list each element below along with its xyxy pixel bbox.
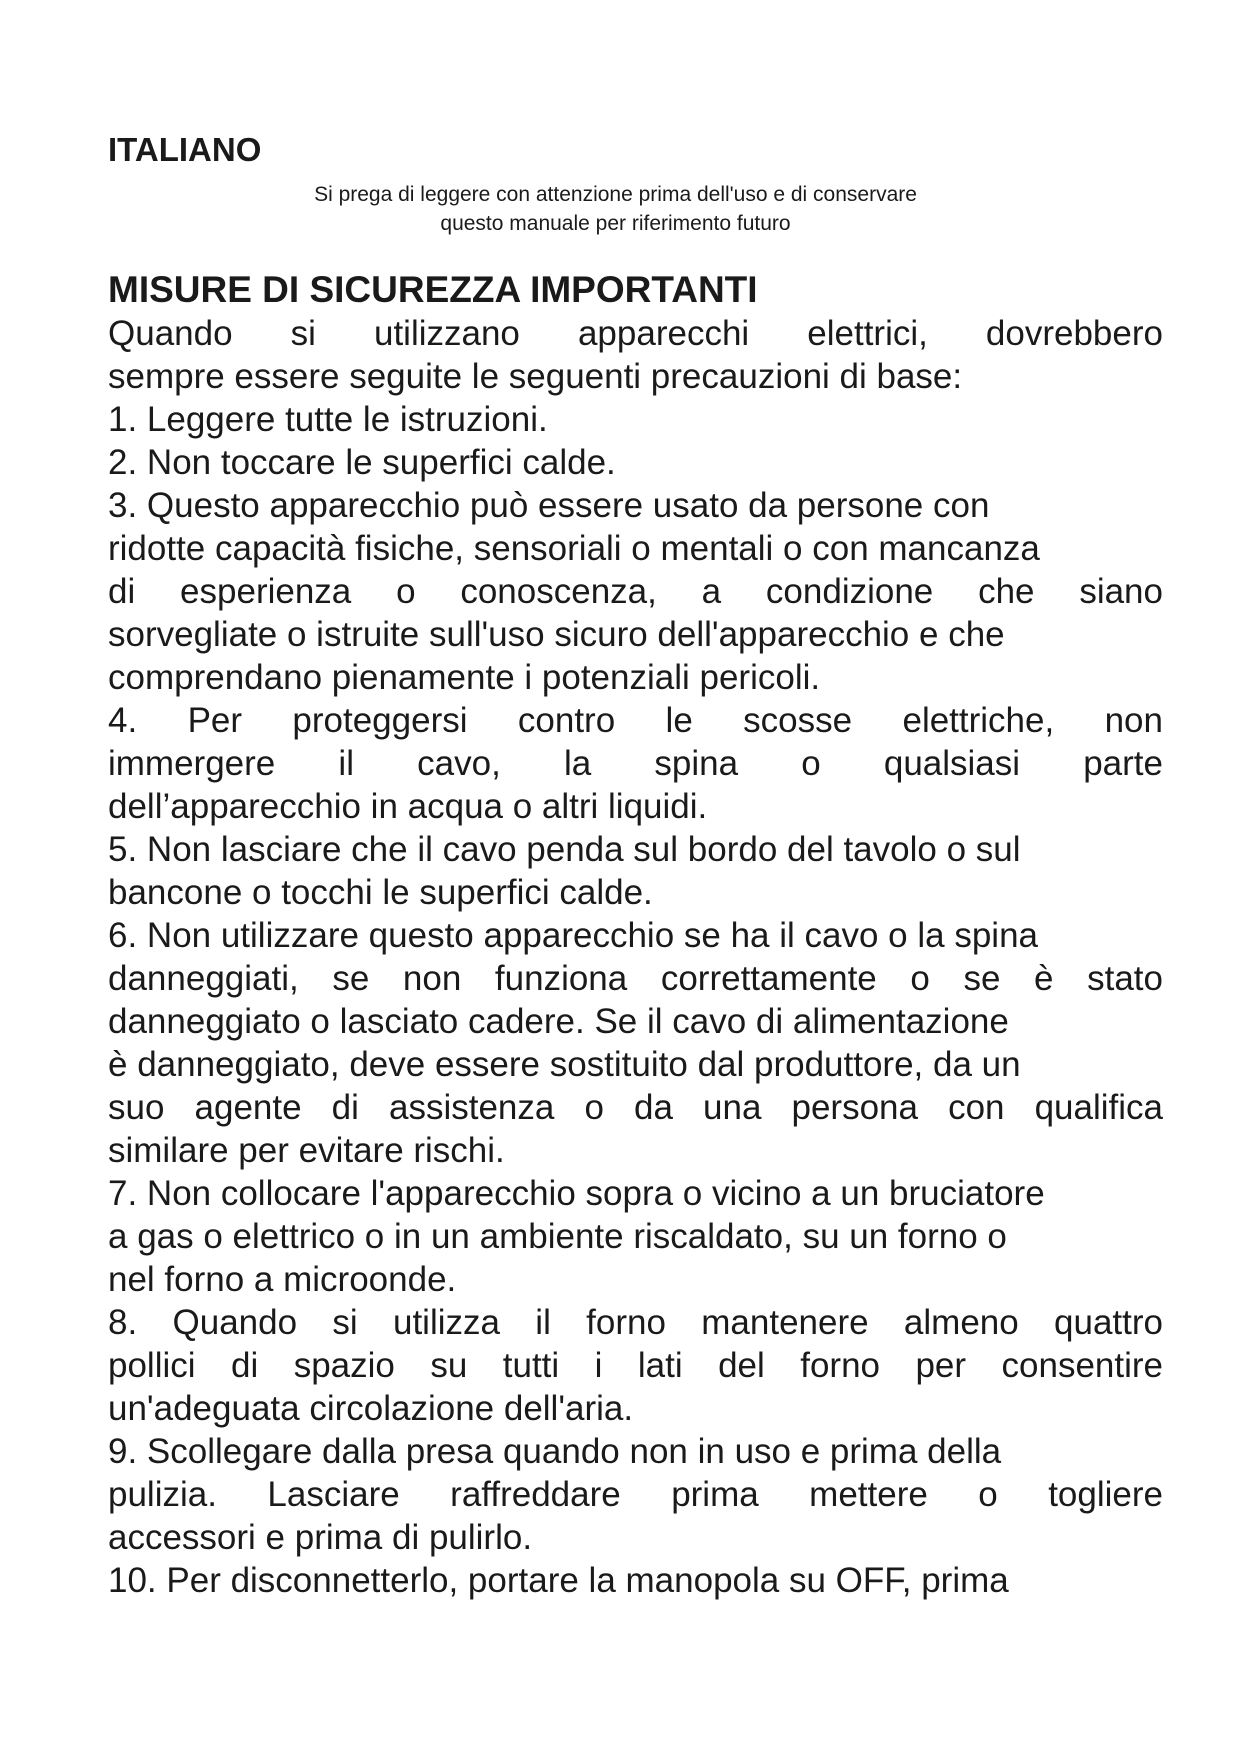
intro-note [108, 180, 1163, 238]
instruction-line: 1. Leggere tutte le istruzioni. [108, 400, 548, 439]
instruction-line: 4. Per proteggersi contro le scosse elettriche, non [108, 701, 1163, 740]
safety-instructions [108, 312, 1163, 1602]
instruction-line: comprendano pienamente i potenziali pericoli. [108, 658, 821, 697]
intro-line: Si prega di leggere con attenzione prima dell'uso e di conservare [314, 183, 917, 206]
instruction-line: nel forno a microonde. [108, 1260, 457, 1299]
instruction-line: 10. Per disconnetterlo, portare la manopola su OFF, prima [108, 1561, 1009, 1600]
instruction-line: sorvegliate o istruite sull'uso sicuro dell'apparecchio e che [108, 615, 1005, 654]
instruction-line: 9. Scollegare dalla presa quando non in uso e prima della [108, 1432, 1002, 1471]
instruction-line: sempre essere seguite le seguenti precauzioni di base: [108, 357, 963, 396]
instruction-line: bancone o tocchi le superfici calde. [108, 873, 653, 912]
instruction-line: similare per evitare rischi. [108, 1131, 505, 1170]
instruction-line: 3. Questo apparecchio può essere usato da persone con [108, 486, 990, 525]
instruction-line: ridotte capacità fisiche, sensoriali o mentali o con mancanza [108, 529, 1040, 568]
instruction-line: pollici di spazio su tutti i lati del forno per consentire [108, 1346, 1163, 1385]
instruction-line: accessori e prima di pulirlo. [108, 1518, 533, 1557]
instruction-line: immergere il cavo, la spina o qualsiasi parte [108, 744, 1163, 783]
instruction-line: 6. Non utilizzare questo apparecchio se ha il cavo o la spina [108, 916, 1038, 955]
instruction-line: danneggiati, se non funziona correttamente o se è stato [108, 959, 1163, 998]
instruction-line: 2. Non toccare le superfici calde. [108, 443, 616, 482]
instruction-line: suo agente di assistenza o da una persona con qualifica [108, 1088, 1163, 1127]
instruction-line: Quando si utilizzano apparecchi elettrici, dovrebbero [108, 314, 1163, 353]
manual-page [108, 130, 1163, 1602]
instruction-line: a gas o elettrico o in un ambiente riscaldato, su un forno o [108, 1217, 1007, 1256]
instruction-line: 7. Non collocare l'apparecchio sopra o vicino a un bruciatore [108, 1174, 1045, 1213]
instruction-line: pulizia. Lasciare raffreddare prima mettere o togliere [108, 1475, 1163, 1514]
instruction-line: 5. Non lasciare che il cavo penda sul bordo del tavolo o sul [108, 830, 1021, 869]
language-title: ITALIANO [108, 131, 262, 168]
instruction-line: dell’apparecchio in acqua o altri liquidi. [108, 787, 708, 826]
instruction-line: di esperienza o conoscenza, a condizione che siano [108, 572, 1163, 611]
instruction-line: è danneggiato, deve essere sostituito dal produttore, da un [108, 1045, 1021, 1084]
instruction-line: danneggiato o lasciato cadere. Se il cavo di alimentazione [108, 1002, 1009, 1041]
instruction-line: un'adeguata circolazione dell'aria. [108, 1389, 634, 1428]
intro-line: questo manuale per riferimento futuro [440, 212, 791, 235]
instruction-line: 8. Quando si utilizza il forno mantenere almeno quattro [108, 1303, 1163, 1342]
safety-heading: MISURE DI SICUREZZA IMPORTANTI [108, 269, 758, 310]
